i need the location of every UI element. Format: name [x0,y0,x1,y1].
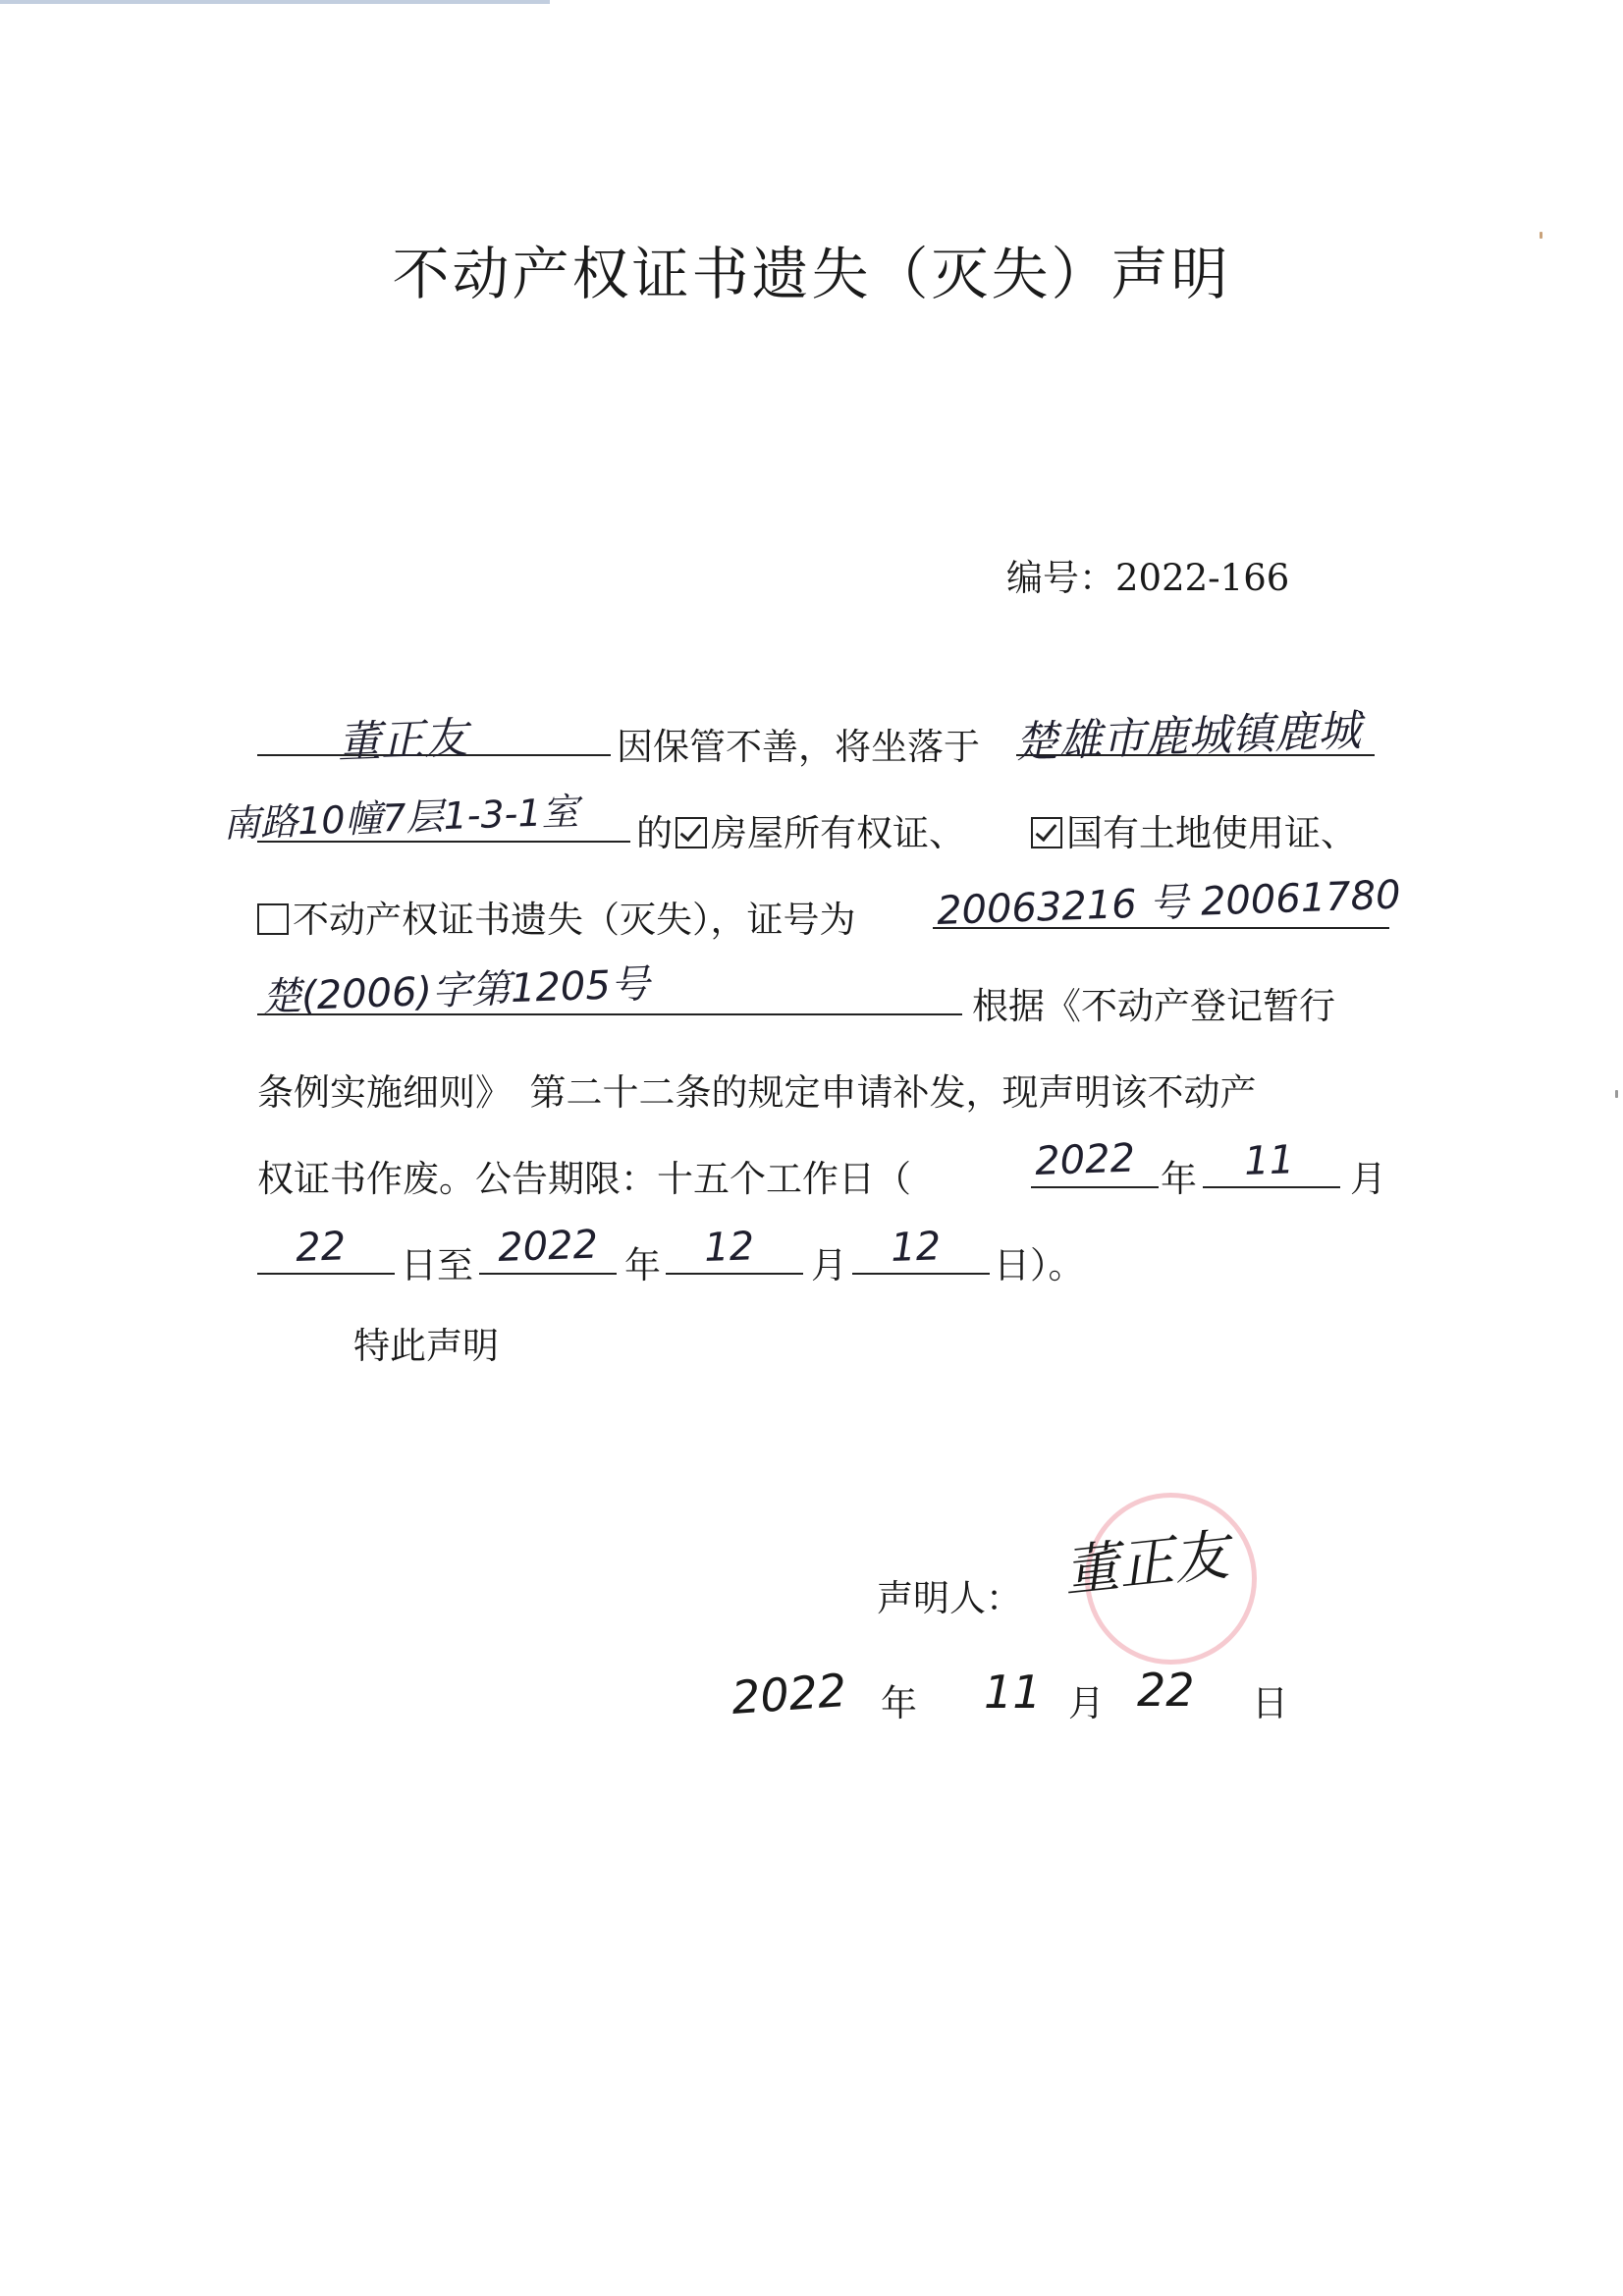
signature-date [0,1660,1623,1728]
scan-speck [1540,232,1542,239]
start-month-underline [1203,1186,1340,1188]
end-month-label: 月 [811,1244,847,1286]
closing-line [0,1306,1623,1365]
start-month: 11 [1243,1137,1295,1184]
text-of: 的 [636,812,673,854]
house-certificate-checkbox[interactable] [676,817,707,848]
statement-line-1 [0,705,1623,769]
end-day-underline [852,1273,990,1275]
basis-text-2: 条例实施细则》 第二十二条的规定申请补发，现声明该不动产 [257,1071,1257,1114]
sign-year-label: 年 [881,1682,917,1724]
start-year-label: 年 [1161,1158,1197,1200]
start-day-underline [257,1273,395,1275]
scan-edge-mark [0,0,550,4]
house-certificate-option [676,803,965,856]
realestate-certificate-checkbox[interactable] [257,903,289,935]
end-year: 2022 [497,1222,599,1271]
document-number: 编号：2022-166 [1006,557,1290,599]
closing-text: 特此声明 [353,1325,499,1367]
statement-line-5 [0,1053,1623,1112]
statement-line-2 [0,790,1623,854]
basis-text-1: 根据《不动产登记暂行 [972,985,1335,1027]
location-part-1: 楚雄市鹿城镇鹿城 [1014,705,1362,769]
statement-line-6 [0,1135,1623,1200]
land-certificate-option [1031,803,1357,856]
day-to-label: 日至 [401,1244,473,1286]
statement-line-3 [0,872,1623,941]
land-certificate-label: 国有土地使用证、 [1066,812,1357,854]
signature: 董正友 [1060,1523,1232,1605]
signature-label: 声明人： [877,1577,1022,1619]
location-part-2: 南路10幢7层1-3-1室 [222,790,580,847]
start-month-label: 月 [1350,1158,1386,1200]
sign-day: 22 [1137,1664,1195,1717]
page-title: 不动产权证书遗失（灭失）声明 [392,241,1231,307]
scan-speck [1615,1090,1618,1098]
start-day: 22 [295,1224,347,1271]
reason-text: 因保管不善，将坐落于 [617,726,980,768]
day-close-label: 日）。 [994,1244,1085,1286]
end-month-underline [666,1273,803,1275]
end-year-label: 年 [624,1244,661,1286]
start-year-underline [1031,1186,1159,1188]
sign-year: 2022 [730,1663,848,1725]
sign-month: 11 [984,1666,1042,1719]
declarant-name: 董正友 [337,713,468,769]
start-year: 2022 [1034,1135,1136,1184]
end-year-underline [479,1273,617,1275]
cert-number-part-2: 楚(2006)字第1205号 [261,961,651,1021]
realestate-certificate-label: 不动产权证书遗失（灭失），证号为 [293,899,856,941]
sign-day-label: 日 [1252,1682,1288,1724]
realestate-certificate-option [257,890,856,943]
statement-line-4 [0,961,1623,1027]
end-month: 12 [703,1224,755,1271]
land-certificate-checkbox[interactable] [1031,817,1062,848]
cert-number-part-1: 20063216 号 20061780 [936,872,1402,935]
basis-text-3: 权证书作废。公告期限：十五个工作日（ [257,1158,911,1200]
house-certificate-label: 房屋所有权证、 [711,812,965,854]
statement-line-7 [0,1222,1623,1286]
sign-month-label: 月 [1068,1682,1105,1724]
end-day: 12 [890,1224,942,1271]
